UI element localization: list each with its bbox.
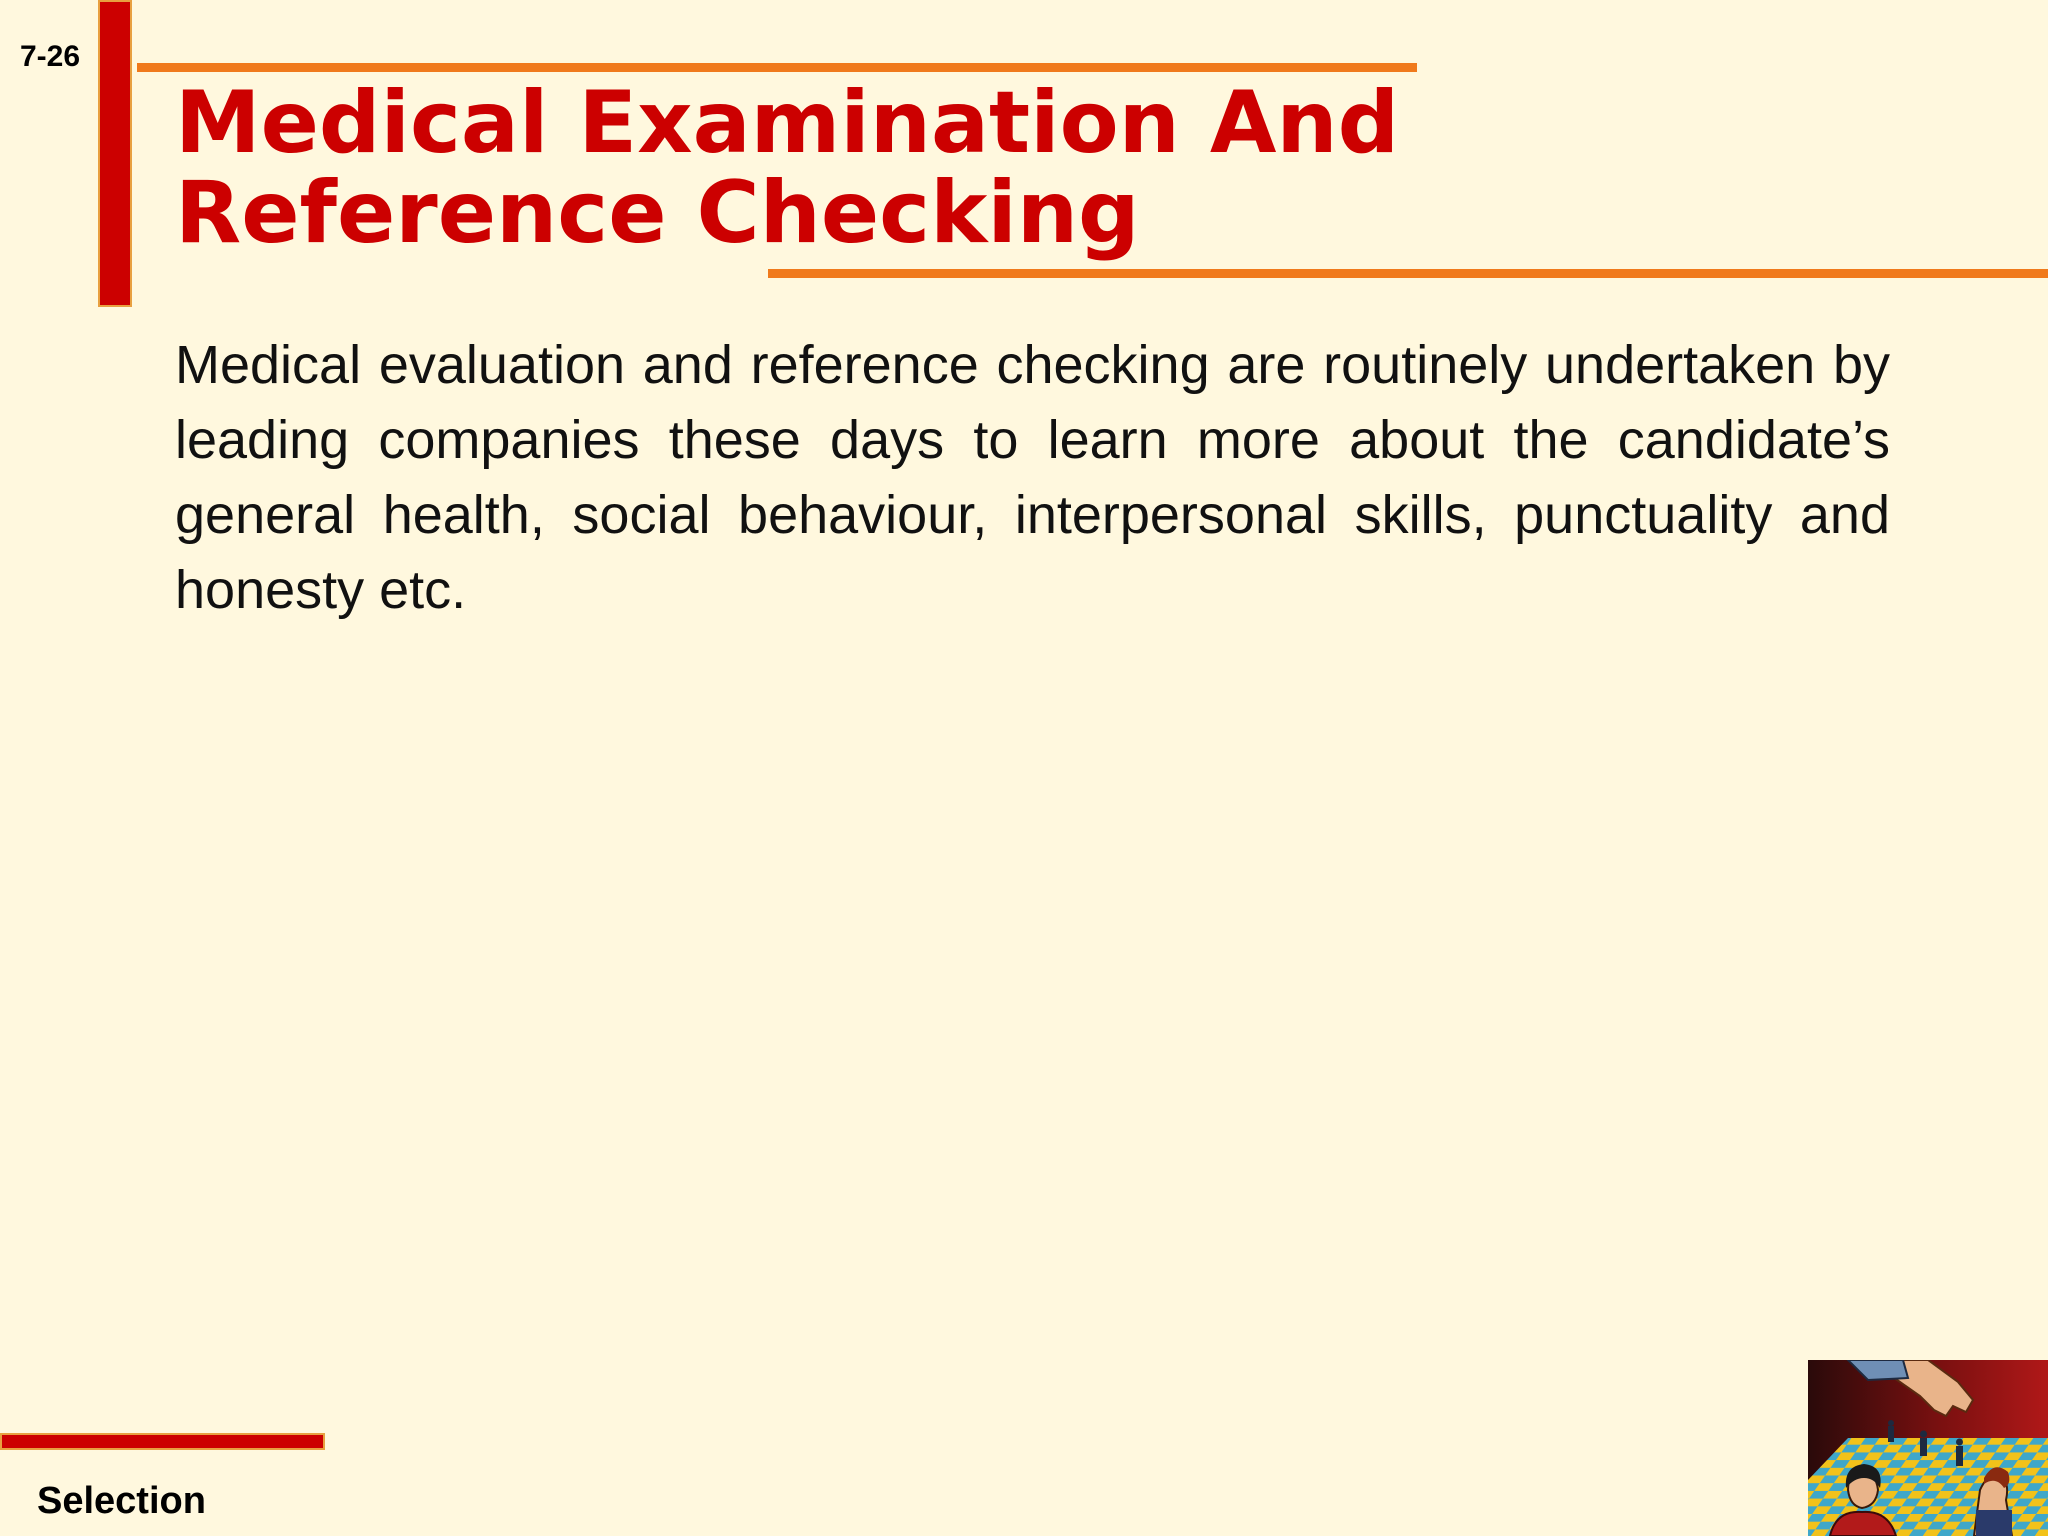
slide-title-line-2: Reference Checking bbox=[175, 163, 1140, 263]
footer-accent-bar bbox=[0, 1433, 325, 1450]
title-bottom-rule bbox=[768, 269, 2048, 278]
slide-body-text: Medical evaluation and reference checking are routinely undertaken by leading companies these days to learn more about the candidate’s general health, social behaviour, interpersonal skills, punctuality and honesty etc. bbox=[175, 335, 1890, 620]
title-top-rule bbox=[137, 63, 1417, 72]
slide-title bbox=[175, 73, 1675, 263]
slide-number: 7-26 bbox=[20, 40, 81, 73]
chessboard-hand-people-illustration-icon bbox=[1808, 1360, 2048, 1536]
footer-section-label: Selection bbox=[37, 1480, 206, 1522]
slide-title-line-1: Medical Examination And bbox=[175, 73, 1400, 173]
accent-vertical-bar bbox=[98, 0, 132, 307]
